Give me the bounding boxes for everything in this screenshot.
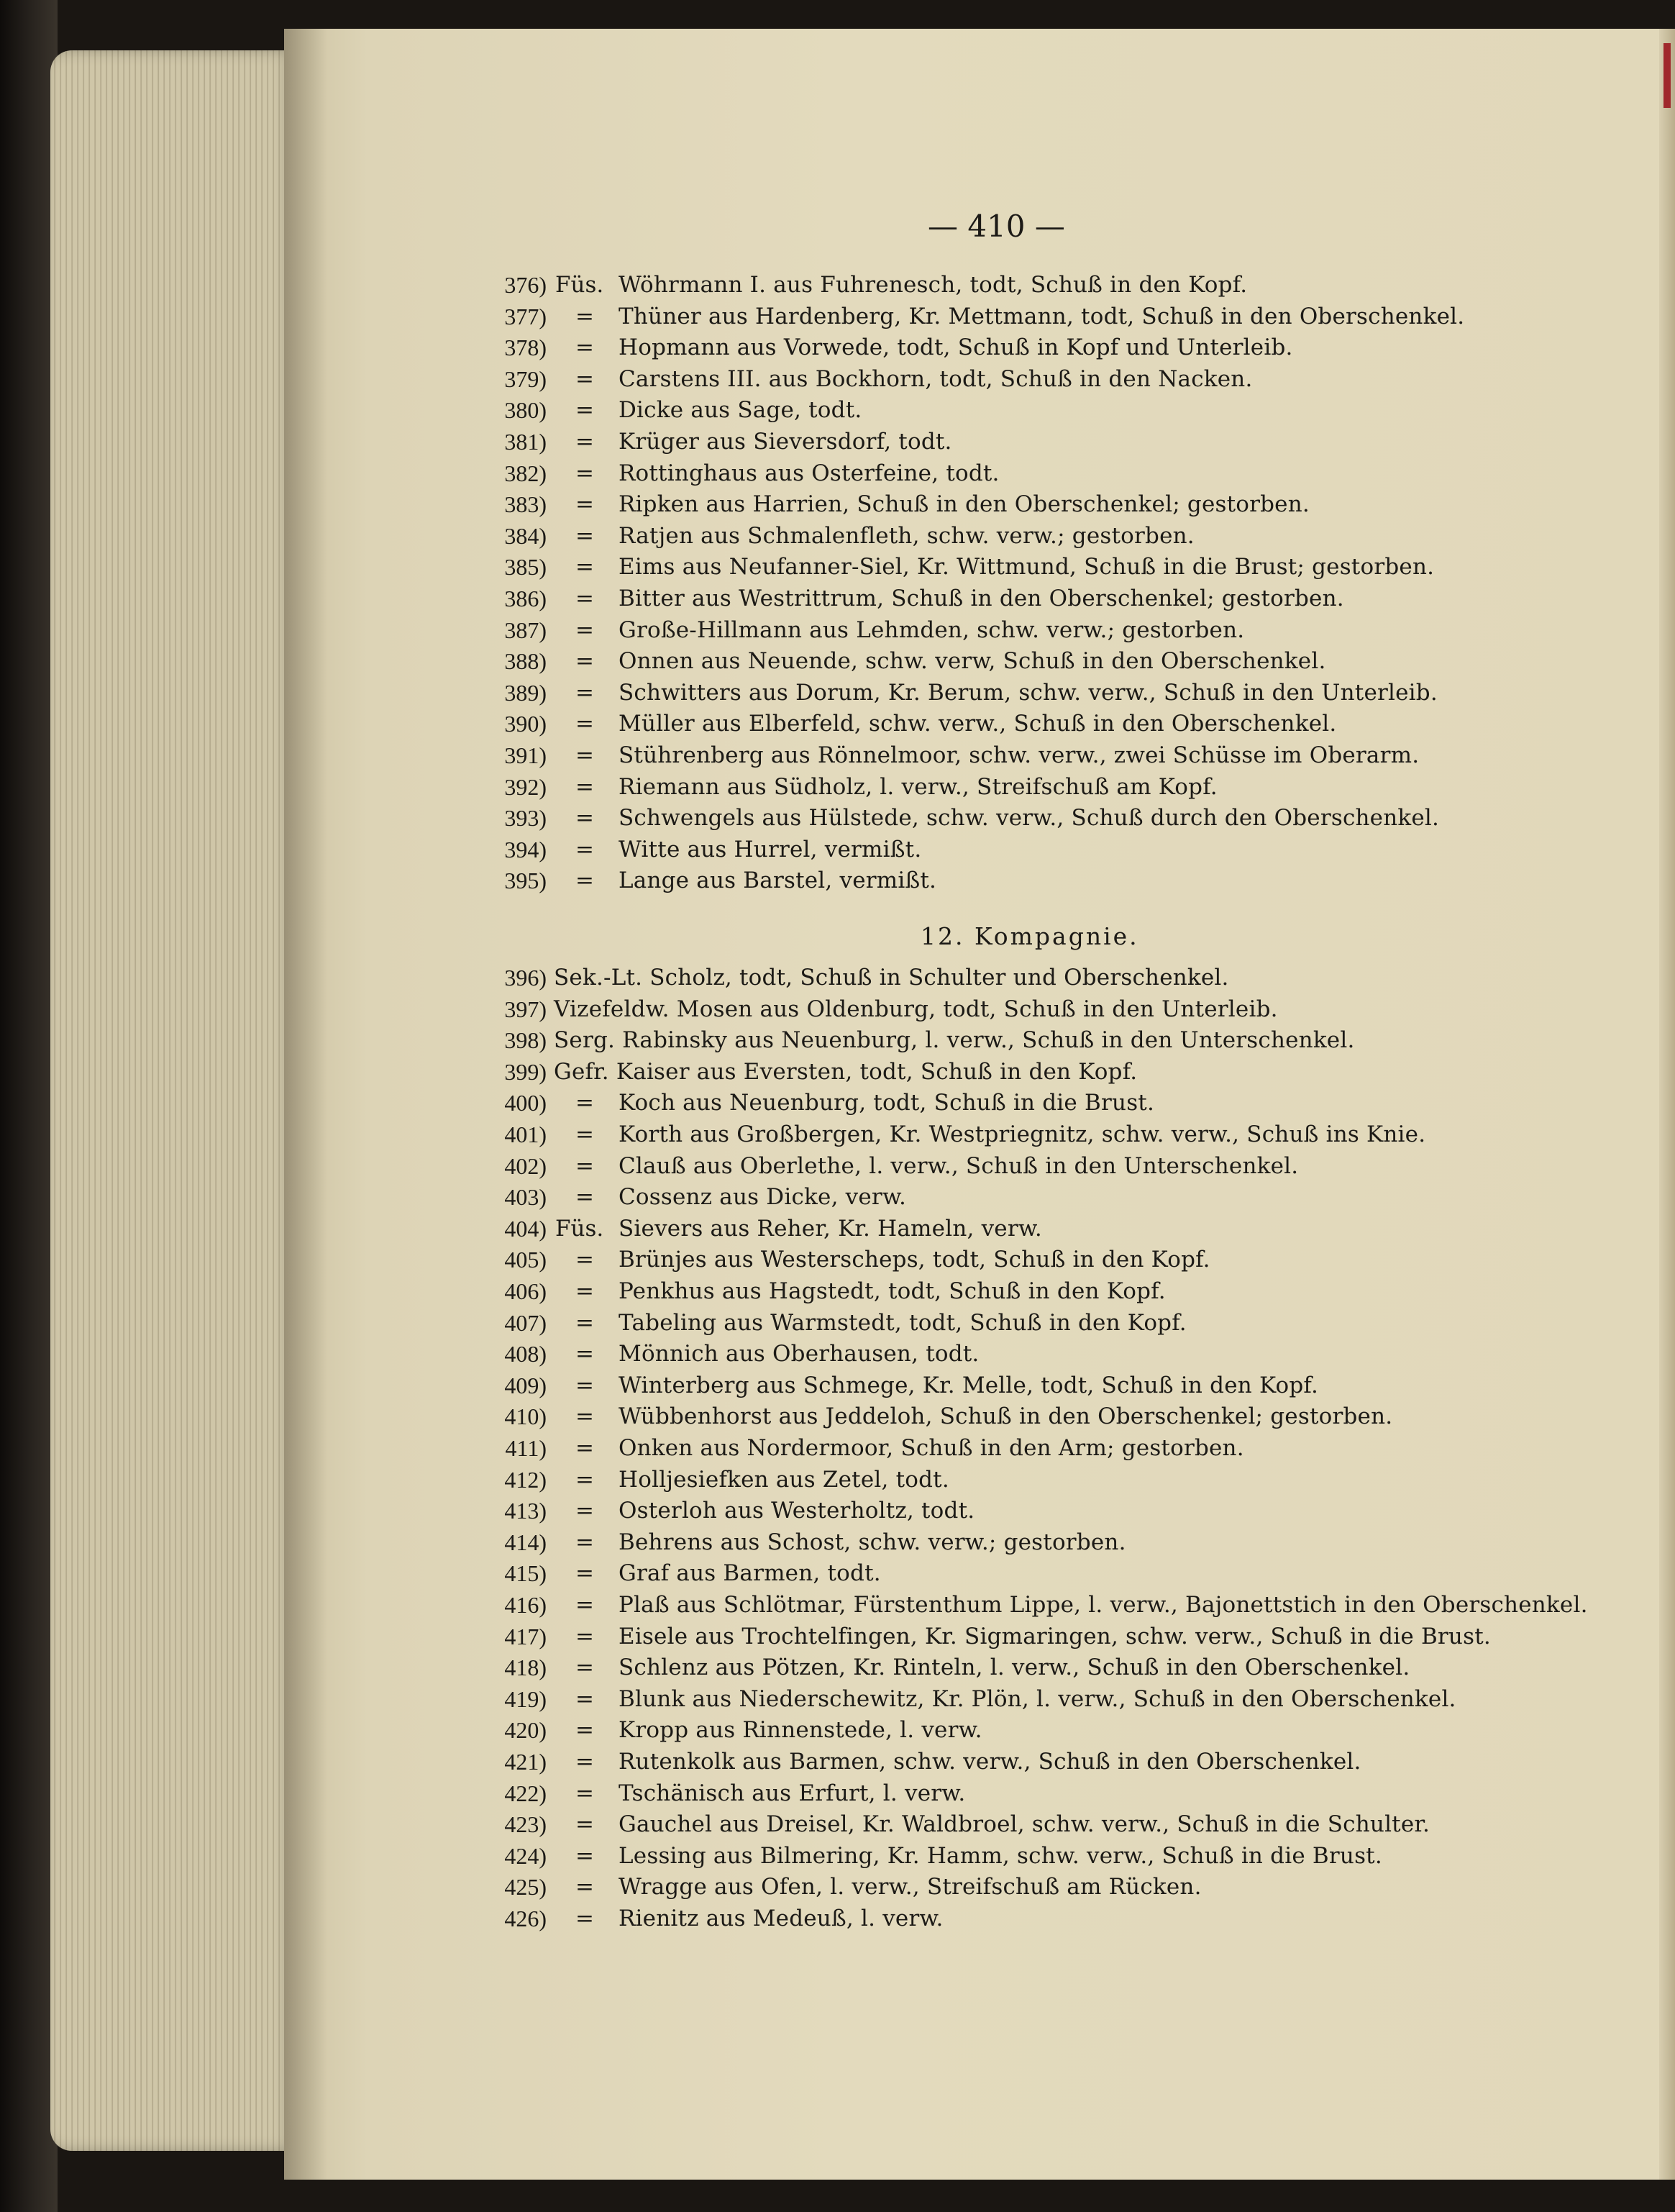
entry-number: 402) [504,1152,547,1179]
entry-text: Eisele aus Trochtelfingen, Kr. Sigmaringen, schw. verw., Schuß in die Brust. [619,1623,1491,1649]
entry-number: 423) [504,1811,547,1838]
entry-number: 384) [504,522,547,549]
entry-text: Dicke aus Sage, todt. [619,397,862,424]
entry-text: Onnen aus Neuende, schw. verw, Schuß in den Oberschenkel. [619,648,1326,675]
entry-text: Clauß aus Oberlethe, l. verw., Schuß in den Unterschenkel. [619,1152,1299,1179]
entry-text: Stührenberg aus Rönnelmoor, schw. verw., zwei Schüsse im Oberarm. [619,742,1420,768]
ditto-mark: = [575,679,594,706]
ditto-mark: = [575,1466,594,1493]
entry-number: 403) [504,1184,547,1211]
ditto-mark: = [575,868,594,894]
ditto-mark: = [575,429,594,455]
entry-text: Mönnich aus Oberhausen, todt. [619,1341,980,1367]
ditto-mark: = [575,1717,594,1744]
entry-number: 416) [504,1592,547,1618]
ditto-mark: = [575,554,594,581]
entry-text: Rottinghaus aus Osterfeine, todt. [619,460,1000,486]
ditto-mark: = [575,365,594,392]
entry-text: Tschänisch aus Erfurt, l. verw. [619,1780,966,1806]
page-number: — 410 — [928,209,1065,244]
entry-text: Eims aus Neufanner-Siel, Kr. Wittmund, Schuß in die Brust; gestorben. [619,554,1435,581]
ditto-mark: = [575,397,594,424]
entry-number: 394) [504,836,547,863]
ditto-mark: = [575,1842,594,1869]
entry-text: Lessing aus Bilmering, Kr. Hamm, schw. verw., Schuß in die Brust. [619,1842,1382,1869]
ditto-mark: = [575,1498,594,1524]
entry-text: Kropp aus Rinnenstede, l. verw. [619,1717,982,1744]
entry-text: Brünjes aus Westerscheps, todt, Schuß in den Kopf. [619,1247,1210,1273]
entry-text: Onken aus Nordermoor, Schuß in den Arm; gestorben. [619,1435,1244,1461]
entry-number: 415) [504,1560,547,1587]
ditto-mark: = [575,1184,594,1211]
entry-text: Graf aus Barmen, todt. [619,1560,881,1587]
ditto-mark: = [575,334,594,361]
page-right-edge [1659,29,1675,2180]
ditto-mark: = [575,1247,594,1273]
entry-number: 413) [504,1498,547,1524]
entry-number: 385) [504,554,547,581]
entry-text: Behrens aus Schost, schw. verw.; gestorben. [619,1529,1126,1555]
entry-text: Holljesiefken aus Zetel, todt. [619,1466,949,1493]
entry-number: 393) [504,805,547,832]
ditto-mark: = [575,1309,594,1336]
entry-text: Plaß aus Schlötmar, Fürstenthum Lippe, l. verw., Bajonettstich in den Oberschenkel. [619,1592,1588,1618]
ditto-mark: = [575,1780,594,1806]
entry-number: 382) [504,460,547,486]
entry-text: Gauchel aus Dreisel, Kr. Waldbroel, schw. verw., Schuß in die Schulter. [619,1811,1430,1838]
entry-number: 408) [504,1341,547,1367]
ditto-mark: = [575,616,594,643]
entry-text: Serg. Rabinsky aus Neuenburg, l. verw., Schuß in den Unterschenkel. [554,1027,1355,1054]
entry-text: Schlenz aus Pötzen, Kr. Rinteln, l. verw., Schuß in den Oberschenkel. [619,1655,1410,1681]
entry-number: 405) [504,1247,547,1273]
entry-number: 392) [504,773,547,800]
entry-text: Schwengels aus Hülstede, schw. verw., Schuß durch den Oberschenkel. [619,805,1440,832]
entry-number: 412) [504,1466,547,1493]
entry-text: Gefr. Kaiser aus Eversten, todt, Schuß in den Kopf. [554,1058,1138,1085]
entry-text: Blunk aus Niederschewitz, Kr. Plön, l. verw., Schuß in den Oberschenkel. [619,1685,1456,1712]
entry-text: Müller aus Elberfeld, schw. verw., Schuß in den Oberschenkel. [619,711,1337,737]
entry-text: Tabeling aus Warmstedt, todt, Schuß in den Kopf. [619,1309,1187,1336]
entry-number: 424) [504,1842,547,1869]
entry-text: Rutenkolk aus Barmen, schw. verw., Schuß in den Oberschenkel. [619,1749,1361,1775]
entry-number: 419) [504,1685,547,1712]
ditto-mark: = [575,742,594,768]
entry-number: 378) [504,334,547,361]
entry-text: Rienitz aus Medeuß, l. verw. [619,1906,944,1931]
entry-number: 422) [504,1780,547,1806]
entry-number: 407) [504,1309,547,1336]
entry-number: 411) [505,1435,547,1461]
entry-text: Große-Hillmann aus Lehmden, schw. verw.; gestorben. [619,616,1245,643]
entry-number: 409) [504,1372,547,1398]
ditto-mark: = [575,522,594,549]
entry-text: Wübbenhorst aus Jeddeloh, Schuß in den Oberschenkel; gestorben. [619,1403,1393,1430]
ditto-mark: = [575,1372,594,1398]
entry-text: Korth aus Großbergen, Kr. Westpriegnitz, schw. verw., Schuß ins Knie. [619,1121,1426,1147]
ditto-mark: = [575,773,594,800]
entry-number: 421) [504,1749,547,1775]
ditto-mark: = [575,1278,594,1304]
book-cover-edge [0,0,58,2212]
ditto-mark: = [575,1906,594,1931]
entry-text: Krüger aus Sieversdorf, todt. [619,429,952,455]
ditto-mark: = [575,1090,594,1116]
ditto-mark: = [575,711,594,737]
spine-shadow [284,29,327,2180]
ditto-mark: = [575,1623,594,1649]
entry-number: 417) [504,1623,547,1649]
entry-number: 390) [504,711,547,737]
entry-number: 399) [504,1058,547,1085]
entry-text: Cossenz aus Dicke, verw. [619,1184,907,1211]
entry-text: Hopmann aus Vorwede, todt, Schuß in Kopf und Unterleib. [619,334,1293,361]
entry-text: Riemann aus Südholz, l. verw., Streifschuß am Kopf. [619,773,1218,800]
entry-text: Ratjen aus Schmalenfleth, schw. verw.; gestorben. [619,522,1195,549]
ditto-mark: = [575,1749,594,1775]
entry-number: 380) [504,397,547,424]
entry-text: Wragge aus Ofen, l. verw., Streifschuß am Rücken. [619,1874,1202,1901]
entry-number: 397) [504,996,547,1022]
entry-number: 381) [504,429,547,455]
entry-rank: Füs. [555,1215,604,1242]
entry-number: 389) [504,679,547,706]
ditto-mark: = [575,1655,594,1681]
entry-number: 410) [504,1403,547,1430]
ditto-mark: = [575,460,594,486]
company-heading: 12. Kompagnie. [921,922,1139,950]
ditto-mark: = [575,1592,594,1618]
entry-text: Thüner aus Hardenberg, Kr. Mettmann, todt, Schuß in den Oberschenkel. [619,303,1465,329]
ditto-mark: = [575,586,594,611]
entry-text: Wöhrmann I. aus Fuhrenesch, todt, Schuß in den Kopf. [619,272,1248,298]
entry-number: 400) [504,1090,547,1116]
entry-number: 376) [504,272,547,298]
ditto-mark: = [575,1121,594,1147]
entry-number: 387) [504,616,547,643]
ditto-mark: = [575,805,594,832]
entry-text: Penkhus aus Hagstedt, todt, Schuß in den Kopf. [619,1278,1166,1304]
entry-number: 425) [504,1874,547,1901]
entry-text: Sek.-Lt. Scholz, todt, Schuß in Schulter und Oberschenkel. [554,965,1229,991]
entry-number: 404) [504,1215,547,1242]
entry-text: Schwitters aus Dorum, Kr. Berum, schw. verw., Schuß in den Unterleib. [619,679,1438,706]
entry-text: Sievers aus Reher, Kr. Hameln, verw. [619,1215,1042,1242]
entry-number: 388) [504,648,547,675]
entry-text: Lange aus Barstel, vermißt. [619,868,937,894]
entry-number: 418) [504,1655,547,1681]
bookmark-ribbon [1663,43,1671,108]
entry-number: 398) [504,1027,547,1054]
entry-number: 414) [504,1529,547,1555]
page-stack-edge [50,50,295,2151]
entry-number: 391) [504,742,547,768]
ditto-mark: = [575,1811,594,1838]
entry-number: 386) [504,586,547,611]
entry-text: Winterberg aus Schmege, Kr. Melle, todt, Schuß in den Kopf. [619,1372,1319,1398]
ditto-mark: = [575,1341,594,1367]
entry-number: 426) [504,1906,547,1931]
ditto-mark: = [575,1874,594,1901]
ditto-mark: = [575,1560,594,1587]
entry-number: 406) [504,1278,547,1304]
entry-number: 379) [504,365,547,392]
entry-text: Witte aus Hurrel, vermißt. [619,836,922,863]
ditto-mark: = [575,1685,594,1712]
entry-number: 420) [504,1717,547,1744]
entry-number: 383) [504,491,547,518]
ditto-mark: = [575,1403,594,1430]
entry-rank: Füs. [555,272,604,298]
ditto-mark: = [575,303,594,329]
entry-text: Ripken aus Harrien, Schuß in den Oberschenkel; gestorben. [619,491,1310,518]
entry-text: Bitter aus Westrittrum, Schuß in den Oberschenkel; gestorben. [619,586,1344,611]
ditto-mark: = [575,1529,594,1555]
entry-number: 395) [504,868,547,894]
ditto-mark: = [575,648,594,675]
ditto-mark: = [575,1152,594,1179]
entry-text: Osterloh aus Westerholtz, todt. [619,1498,975,1524]
entry-number: 401) [504,1121,547,1147]
ditto-mark: = [575,1435,594,1461]
entry-text: Koch aus Neuenburg, todt, Schuß in die Brust. [619,1090,1155,1116]
ditto-mark: = [575,836,594,863]
ditto-mark: = [575,491,594,518]
entry-text: Carstens III. aus Bockhorn, todt, Schuß in den Nacken. [619,365,1253,392]
entry-number: 396) [504,965,547,991]
entry-number: 377) [504,303,547,329]
entry-text: Vizefeldw. Mosen aus Oldenburg, todt, Schuß in den Unterleib. [554,996,1278,1022]
